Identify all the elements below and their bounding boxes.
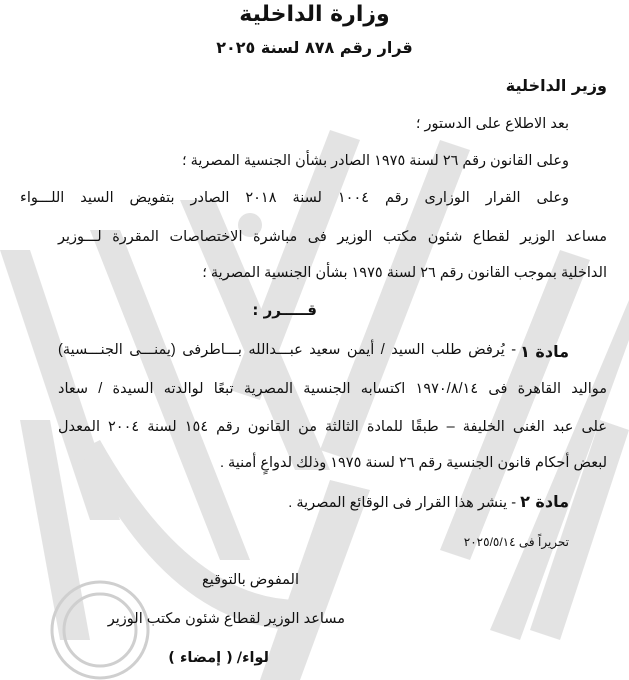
rank: لواء/ bbox=[236, 650, 269, 666]
article-text: - ينشر هذا القرار فى الوقائع المصرية . bbox=[288, 495, 517, 511]
preamble-line: الداخلية بموجب القانون رقم ٢٦ لسنة ١٩٧٥ بشأن الجنسية المصرية ؛ bbox=[202, 265, 607, 281]
signed-mark: ( إمضاء ) bbox=[168, 650, 233, 666]
article-1-label: مادة ١ bbox=[520, 342, 569, 361]
article-line: على عبد الغنى الخليفة – طبقًا للمادة الثالثة من القانون رقم ١٥٤ لسنة ٢٠٠٤ المعدل bbox=[58, 419, 608, 435]
decided-heading: قـــــرر : bbox=[252, 301, 317, 319]
article-2-label: مادة ٢ bbox=[520, 492, 569, 511]
article-line: لبعض أحكام قانون الجنسية رقم ٢٦ لسنة ١٩٧٥ وذلك لدواعٍ أمنية . bbox=[219, 455, 607, 471]
issue-date: تحريراً فى ٢٠٢٥/٥/١٤ bbox=[463, 535, 569, 549]
article-1-first-line bbox=[58, 342, 569, 361]
article-text: - يُرفض طلب السيد / أيمن سعيد عبـــدالله بـــاطرفى (يمنـــى الجنـــسية) bbox=[58, 342, 517, 358]
decree-number: قرار رقم ٨٧٨ لسنة ٢٠٢٥ bbox=[216, 38, 413, 57]
page-title: وزارة الداخلية bbox=[239, 2, 390, 27]
signatory-position: مساعد الوزير لقطاع شئون مكتب الوزير bbox=[107, 611, 345, 627]
preamble-line: وعلى القانون رقم ٢٦ لسنة ١٩٧٥ الصادر بشأن الجنسية المصرية ؛ bbox=[181, 153, 569, 169]
preamble-line: بعد الاطلاع على الدستور ؛ bbox=[415, 116, 569, 132]
signatory-rank bbox=[168, 650, 269, 666]
authorized-signatory: المفوض بالتوقيع bbox=[202, 572, 299, 588]
preamble-line: مساعد الوزير لقطاع شئون مكتب الوزير فى مباشرة الاختصاصات المقررة لـــوزير bbox=[58, 229, 607, 245]
preamble-line: وعلى القرار الوزارى رقم ١٠٠٤ لسنة ٢٠١٨ الصادر بتفويض السيد اللـــواء bbox=[20, 190, 570, 206]
article-2 bbox=[288, 492, 569, 511]
issuer: وزير الداخلية bbox=[505, 76, 607, 95]
article-line: مواليد القاهرة فى ١٩٧٠/٨/١٤ اكتسابه الجنسية المصرية تبعًا لوالدته السيدة / سعاد bbox=[58, 381, 607, 397]
